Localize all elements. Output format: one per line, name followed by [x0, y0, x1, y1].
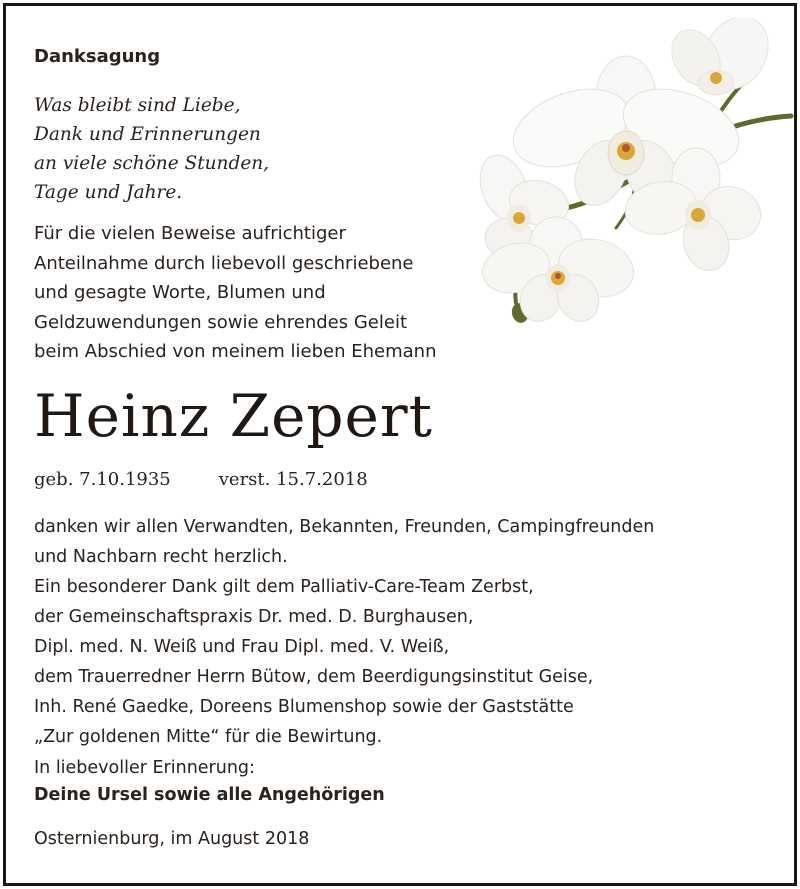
body-line: der Gemeinschaftspraxis Dr. med. D. Burghausen, — [34, 607, 474, 627]
body-line: Inh. René Gaedke, Doreens Blumenshop sowie der Gaststätte — [34, 697, 574, 717]
thanks-paragraph — [34, 219, 437, 367]
acknowledgement-paragraph — [34, 512, 654, 752]
body-line: Dipl. med. N. Weiß und Frau Dipl. med. V. Weiß, — [34, 637, 450, 657]
thanks-line: Anteilnahme durch liebevoll geschriebene — [34, 252, 414, 274]
place-date: Osternienburg, im August 2018 — [34, 829, 310, 849]
closing-phrase: In liebevoller Erinnerung: — [34, 758, 255, 778]
obituary-card — [3, 3, 797, 886]
poem-line: Dank und Erinnerungen — [34, 124, 261, 145]
thanks-line: und gesagte Worte, Blumen und — [34, 282, 326, 303]
body-line: danken wir allen Verwandten, Bekannten, Freunden, Campingfreunden — [34, 517, 655, 537]
poem-line: an viele schöne Stunden, — [34, 153, 270, 174]
life-dates — [34, 469, 368, 490]
poem-line: Tage und Jahre. — [34, 182, 183, 203]
deceased-name: Heinz Zepert — [34, 382, 433, 450]
poem — [34, 91, 269, 207]
thanks-line: beim Abschied von meinem lieben Ehemann — [34, 341, 437, 362]
signers: Deine Ursel sowie alle Angehörigen — [34, 785, 385, 805]
birth-date: geb. 7.10.1935 — [34, 469, 171, 490]
body-line: Ein besonderer Dank gilt dem Palliativ-Care-Team Zerbst, — [34, 577, 534, 597]
body-line: und Nachbarn recht herzlich. — [34, 547, 288, 567]
thanks-line: Geldzuwendungen sowie ehrendes Geleit — [34, 311, 408, 333]
thanks-line: Für die vielen Beweise aufrichtiger — [34, 223, 346, 244]
orchid-icon — [466, 18, 796, 328]
body-line: dem Trauerredner Herrn Bütow, dem Beerdigungsinstitut Geise, — [34, 667, 594, 687]
poem-line: Was bleibt sind Liebe, — [34, 95, 241, 116]
death-date: verst. 15.7.2018 — [218, 469, 368, 490]
heading: Danksagung — [34, 46, 161, 67]
body-line: „Zur goldenen Mitte“ für die Bewirtung. — [34, 727, 383, 747]
